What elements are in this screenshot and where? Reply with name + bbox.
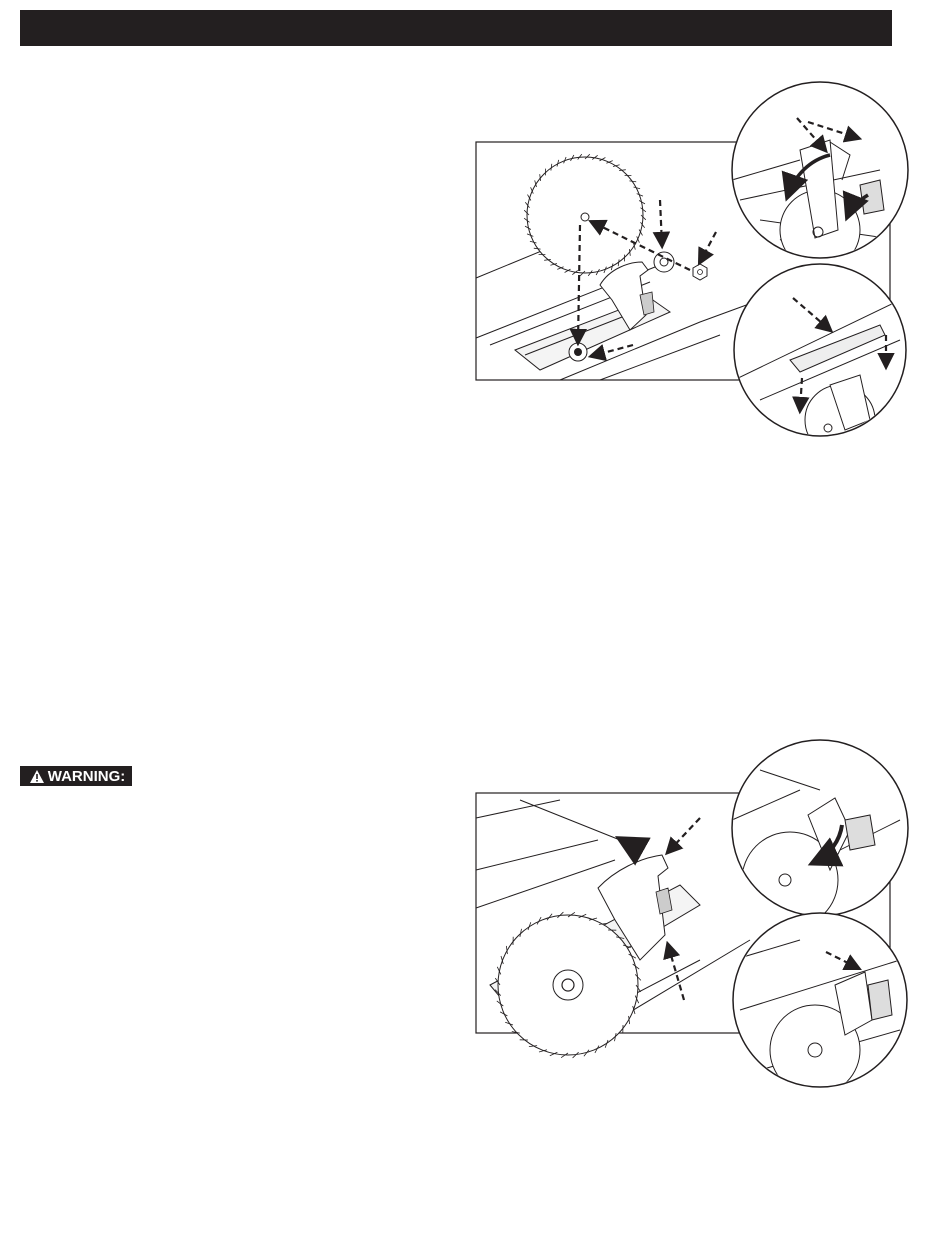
arbor-nut — [693, 264, 707, 280]
warning-label: WARNING: — [47, 767, 126, 785]
flange-washer — [654, 252, 674, 272]
warning-badge — [20, 766, 132, 786]
warning-triangle-icon — [29, 769, 45, 784]
inset-riving-knife — [734, 264, 906, 455]
header-bar — [20, 10, 892, 46]
inset-knife-engage — [733, 913, 907, 1095]
riving-knife-figure — [470, 735, 910, 1080]
blade-install-figure — [470, 105, 910, 435]
